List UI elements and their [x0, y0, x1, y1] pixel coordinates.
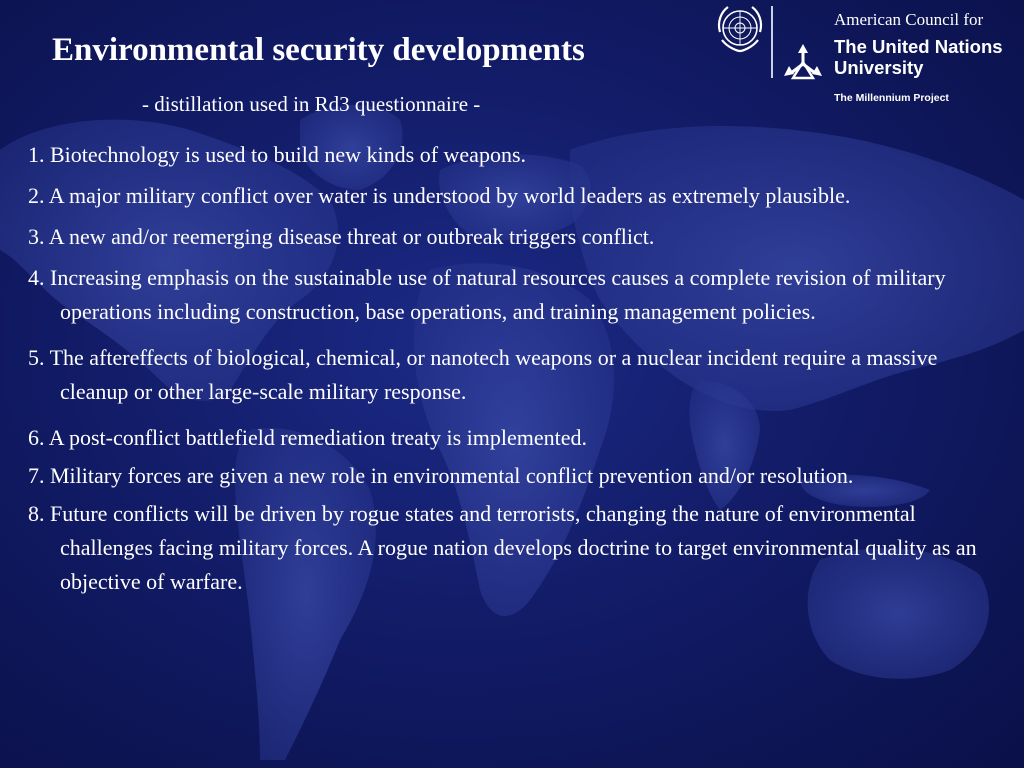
list-item-6: 6. A post-conflict battlefield remediation treaty is implemented. [28, 425, 588, 450]
un-emblem-logo [714, 2, 766, 54]
unu-name-line2: University [834, 57, 924, 78]
american-council-label: American Council for [834, 10, 984, 29]
list-item-1: 1. Biotechnology is used to build new kinds of weapons. [28, 142, 527, 167]
logo-divider [771, 6, 773, 78]
slide-subtitle: - distillation used in Rd3 questionnaire - [142, 92, 481, 116]
list-item-4: 4. Increasing emphasis on the sustainable use of natural resources causes a complete revision of military operations including construction, base operations, and training management policies. [28, 265, 946, 324]
unu-name-line1: The United Nations [834, 36, 1003, 57]
unu-name [834, 36, 1003, 78]
millennium-project-label: The Millennium Project [834, 92, 949, 104]
list-item-8: 8. Future conflicts will be driven by rogue states and terrorists, changing the nature of environmental challenges facing military forces. A rogue nation develops doctrine to target environmental quality as an objective of warfare. [28, 501, 977, 594]
development-list [28, 138, 978, 599]
list-item-5: 5. The aftereffects of biological, chemical, or nanotech weapons or a nuclear incident require a massive cleanup or other large-scale military response. [28, 345, 938, 404]
list-item-2: 2. A major military conflict over water is understood by world leaders as extremely plausible. [28, 183, 851, 208]
unu-logo [780, 40, 826, 82]
list-item-3: 3. A new and/or reemerging disease threat or outbreak triggers conflict. [28, 224, 655, 249]
slide-title: Environmental security developments [52, 32, 585, 68]
list-item-7: 7. Military forces are given a new role in environmental conflict prevention and/or resolution. [28, 463, 854, 488]
